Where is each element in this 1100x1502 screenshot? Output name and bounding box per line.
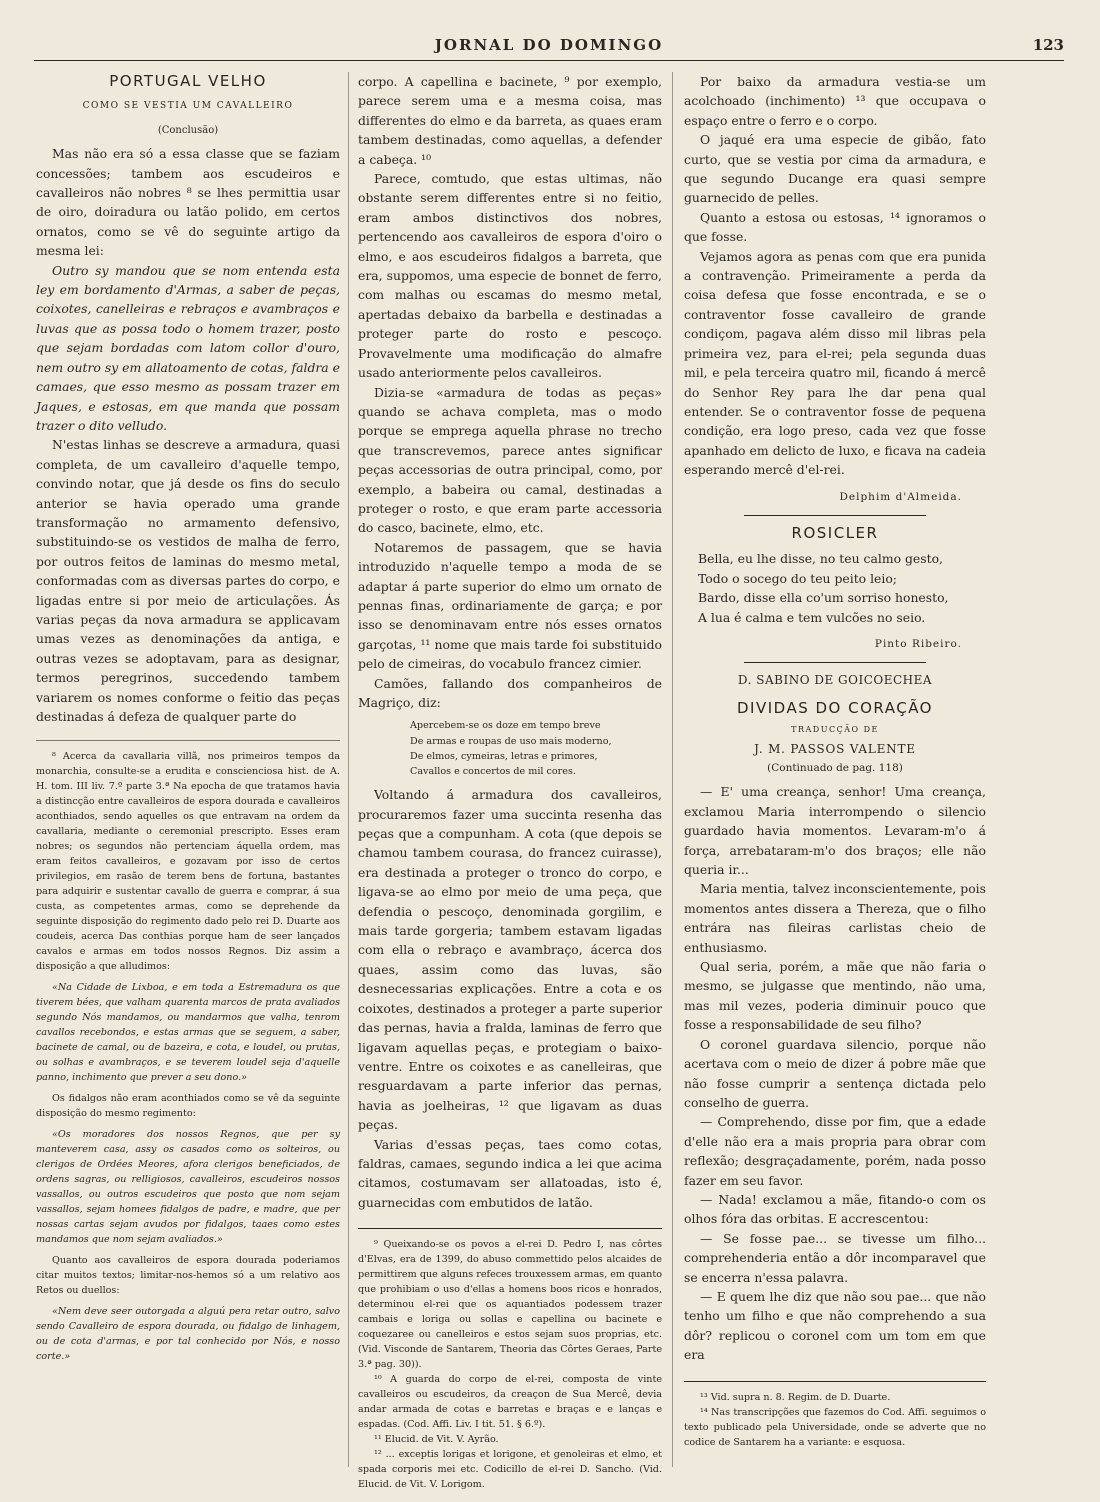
footnote-rule bbox=[36, 740, 340, 741]
footnote-14: ¹⁴ Nas transcripções que fazemos do Cod. Affi. seguimos o texto publicado pela Universidade, onde se adverte que no codice de Santarem ha a variante: e esquosa. bbox=[684, 1406, 986, 1448]
footnote-rule bbox=[358, 1228, 662, 1229]
article-note: (Conclusão) bbox=[157, 124, 219, 136]
footnote-11: ¹¹ Elucid. de Vit. V. Ayrão. bbox=[374, 1434, 499, 1446]
article-subtitle: COMO SE VESTIA UM CAVALLEIRO bbox=[82, 101, 294, 112]
poem-line: Bella, eu lhe disse, no teu calmo gesto, bbox=[698, 551, 943, 567]
story-paragraph: — E' uma creança, senhor! Uma creança, exclamou Maria interrompendo o silencio guardado havia momentos. Levaram-m'o á força, arrebataram-m'o dos braços; elle não queria ir... bbox=[684, 784, 986, 878]
footnote-8: ⁸ Acerca da cavallaria villã, nos primeiros tempos da monarchia, consulte-se a erudita e conscienciosa hist. de A. H. tom. III liv. 7.º parte 3.ª Na epocha de que tratamos havia a distincção entre cavalleiros de espora dourada e cavalleiros aconthiados, sendo aquelles os que entravam na ordem da cavallaria, mediante o ceremonial prescripto. Esses eram nobres; os segundos não pertenciam áquella ordem, mas eram feitos cavalleiros, e gozavam por isso de certos privilegios, em rasão de terem bens de fortuna, bastantes para adquirir e sustentar cavallo de guerra e comprar, á sua custa, as competentes armas, como se deprehende da seguinte disposição do regimento dado pelo rei D. Duarte aos coudeis, acerca Das conthias porque ham de seer lançados cavalos e armas em todos nossos Regnos. Diz assim a disposição a que alludimos: bbox=[36, 751, 340, 973]
story-author: D. SABINO DE GOICOECHEA bbox=[737, 673, 933, 688]
footnote-rule bbox=[684, 1381, 986, 1382]
story-paragraph: O coronel guardava silencio, porque não acertava com o meio de dizer á pobre mãe que não fosse cumprir a sentença dictada pelo conselho de guerra. bbox=[684, 1036, 986, 1110]
paragraph: N'estas linhas se descreve a armadura, quasi completa, de um cavalleiro d'aquelle tempo, convindo notar, que já desde os fins do seculo anterior se havia operado uma grande transformação no armamento defensivo, substituindo-se os vestidos de malha de ferro, por outros feitos de laminas do mesmo metal, conformadas com as diversas partes do corpo, e ligadas entre si por meio de articulações. Ás varias peças da nova armadura se applicavam umas vezes as denominações da antiga, e outras vezes se adoptavam, para as designar, termos peregrinos, succedendo tambem variarem os nomes conforme o feitio das peças destinadas á defeza de qualquer parte do bbox=[36, 437, 340, 724]
article-title: PORTUGAL VELHO bbox=[109, 72, 267, 90]
paragraph: Dizia-se «armadura de todas as peças» quando se achava completa, mas o modo porque se emprega aquella phrase no trecho que transcrevemos, parece antes significar peças accessorias de outra principal, como, por exemplo, a babeira ou camal, destinadas a proteger o rosto, e que eram parte accessoria do casco, bacinete, elmo, etc. bbox=[358, 384, 662, 536]
verse-line: Apercebem-se os doze em tempo breve bbox=[410, 720, 601, 732]
translator-name: J. M. PASSOS VALENTE bbox=[754, 741, 916, 756]
paragraph: Vejamos agora as penas com que era punida a contravenção. Primeiramente a perda da coisa defesa que fosse encontrada, e se o contraventor fosse cavalleiro de grande condiçom, pagava além disso mil libras pela primeira vez, para el-rei; pela segunda duas mil, e pela terceira quatro mil, ficando á mercê do Senhor Rey para lhe dar pena qual entender. Se o contraventor fosse de pequena condição, era logo preso, cada vez que fosse apanhado em delicto de luxo, e ficava na cadeia esperando mercê d'el-rei. bbox=[684, 248, 986, 478]
page-number: 123 bbox=[1032, 36, 1064, 54]
column-1 bbox=[36, 72, 340, 1364]
paragraph: Varias d'essas peças, taes como cotas, faldras, camaes, segundo indica a lei que acima citamos, costumavam ser allatoadas, isto é, guarnecidas com embutidos de latão. bbox=[358, 1136, 662, 1210]
column-3 bbox=[684, 72, 986, 1450]
paragraph: Voltando á armadura dos cavalleiros, procuraremos fazer uma succinta resenha das peças que a compunham. A cota (que depois se chamou tambem courasa, do francez cuirasse), era destinada a proteger o tronco do corpo, e ligava-se ao elmo por meio de uma peça, que defendia o pescoço, denominada gorgilim, e mais tarde gorgeria; tambem estavam ligadas com ella o rebraço e avambraço, ácerca dos quaes, assim como das luvas, são desnecessarias explicações. Entre a cota e os coixotes, destinados a proteger a parte superior das pernas, havia a fralda, laminas de ferro que ligavam aquellas peças, e protegiam o baixo-ventre. Entre os coixotes e as canelleiras, que resguardavam a parte inferior das pernas, havia as joelheiras, ¹² que ligavam as duas peças. bbox=[358, 787, 662, 1133]
story-paragraph: — Comprehendo, disse por fim, que a edade d'elle não era a mais propria para obrar com reflexão; desgraçadamente, porém, nada posso fazer em seu favor. bbox=[684, 1114, 986, 1188]
footnote-12: ¹² ... exceptis lorigas et lorigone, et genoleiras et elmo, et spada corporis mei etc. Codicillo de el-rei D. Sancho. (Vid. Elucid. de Vit. V. Lorigom. bbox=[358, 1449, 662, 1491]
signature-pinto: Pinto Ribeiro. bbox=[874, 637, 962, 650]
verse-line: De elmos, cymeiras, letras e primores, bbox=[410, 750, 598, 762]
story-paragraph: — Nada! exclamou a mãe, fitando-o com os olhos fóra das orbitas. E accrescentou: bbox=[684, 1191, 986, 1227]
column-2 bbox=[358, 72, 662, 1492]
paragraph-quote: Outro sy mandou que se nom entenda esta ley em bordamento d'Armas, a saber de peças, coixotes, canelleiras e rebraços e avambraços e luvas que as possa todo o homem trazer, posto que sejam bordadas com latom collor d'ouro, nem outro sy em allatoamento de cotas, faldra e camaes, que esso mesmo as possam trazer em Jaques, e estosas, em que manda que possam trazer o dito velludo. bbox=[36, 262, 340, 433]
poem-line: Todo o socego do teu peito leio; bbox=[698, 570, 897, 586]
paragraph: Quanto a estosa ou estosas, ¹⁴ ignoramos o que fosse. bbox=[684, 209, 986, 245]
footnote-quote-1: «Na Cidade de Lixboa, e em toda a Estremadura os que tiverem bées, que valham quarenta marcos de prata avaliados segundo Nós mandamos, ou mandarmos que valha, tenrom cavallos recebondos, e estas armas que se seguem, a saber, bacinete de camal, ou de bazeira, e cota, e loudel, ou prutas, ou solhas e avambraços, e se teverem loudel seja d'aquelle panno, inchimento que prever a seu dono.» bbox=[36, 982, 340, 1084]
verse-line: Cavallos e concertos de mil cores. bbox=[410, 766, 576, 778]
paragraph: Notaremos de passagem, que se havia introduzido n'aquelle tempo a moda de se adaptar á parte superior do elmo um ornato de pennas finas, ordinariamente de garça; e por isso se denominavam entre nós esses ornatos garçotas, ¹¹ nome que mais tarde foi substituido pelo de cimeiras, do vocabulo francez cimier. bbox=[358, 539, 662, 672]
story-paragraph: Maria mentia, talvez inconscientemente, pois momentos antes dissera a Thereza, que o filho entrára nas fileiras carlistas cheio de enthusiasmo. bbox=[684, 881, 986, 955]
header-rule bbox=[34, 60, 1064, 61]
page-header bbox=[34, 36, 1064, 64]
poem-title: ROSICLER bbox=[791, 523, 879, 542]
camoes-verse bbox=[410, 718, 662, 779]
story-paragraph: Qual seria, porém, a mãe que não faria o mesmo, se julgasse que mentindo, não uma, mas mil vezes, poderia diminuir pouco que fosse a responsabilidade de seu filho? bbox=[684, 959, 986, 1033]
journal-title: JORNAL DO DOMINGO bbox=[434, 36, 664, 54]
paragraph: Parece, comtudo, que estas ultimas, não obstante serem differentes entre si no feitio, eram ambos distinctivos dos nobres, pertencendo aos cavalleiros de espora d'oiro o elmo, e aos escudeiros fidalgos a barreta, que era, suppomos, uma especie de bonnet de ferro, com malhas ou escamas do mesmo metal, apertadas debaixo da barbella e destinadas a proteger parte do rosto e pescoço. Provavelmente uma modificação do almafre usado anteriormente pelos cavalleiros. bbox=[358, 171, 662, 381]
paragraph: Camões, fallando dos companheiros de Magriço, diz: bbox=[358, 675, 662, 710]
paragraph: Mas não era só a essa classe que se faziam concessões; tambem aos escudeiros e cavalleiros não nobres ⁸ se lhes permittia usar de oiro, doiradura ou latão polido, em certos ornatos, como se vê do seguinte artigo da mesma lei: bbox=[36, 146, 340, 259]
footnote-10: ¹⁰ A guarda do corpo de el-rei, composta de vinte cavalleiros ou escudeiros, da creaçon de Sua Mercê, devia andar armada de cotas e barretas e braças e e lanças e espadas. (Cod. Affi. Liv. I tit. 51. § 6.º). bbox=[358, 1374, 662, 1431]
footnote-quote-3: «Nem deve seer outorgada a alguú pera retar outro, salvo sendo Cavalleiro de espora dourada, ou fidalgo de linhagem, ou de cota d'armas, e por tal conhecido por Nós, e nosso corte.» bbox=[36, 1306, 340, 1363]
story-paragraph: — E quem lhe diz que não sou pae... que não tenho um filho e que não comprehendo a sua dôr? replicou o coronel com um tom em que era bbox=[684, 1288, 986, 1363]
poem-line: Bardo, disse ella co'um sorriso honesto, bbox=[698, 590, 949, 606]
verse-line: De armas e roupas de uso mais moderno, bbox=[410, 735, 612, 747]
column-divider-2 bbox=[672, 72, 673, 1467]
footnote-13: ¹³ Vid. supra n. 8. Regim. de D. Duarte. bbox=[700, 1391, 891, 1403]
footnote-text-2: Os fidalgos não eram aconthiados como se vê da seguinte disposição do mesmo regimento: bbox=[36, 1093, 340, 1120]
translation-label: TRADUCÇÃO DE bbox=[791, 725, 879, 735]
footnote-quote-2: «Os moradores dos nossos Regnos, que per sy manteverem casa, assy os casados como os solteiros, ou clerigos de Ordées Meores, afora clerigos beneficiados, de ordens sagras, ou relligiosos, cavalleiros, escudeiros nossos vassallos, ou outros escudeiros que posto que nom sejam vassallos, sejam homees fidalgos de padre, e madre, que per nossas cartas sejam avudos por fidalgos, taaes como estes mandamos que nom sejam avaliados.» bbox=[36, 1129, 340, 1246]
poem-line: A lua é calma e tem vulcões no seio. bbox=[698, 609, 926, 625]
footnote-text-3: Quanto aos cavalleiros de espora dourada poderiamos citar muitos textos; limitar-nos-hemos só a um relativo aos Retos ou duellos: bbox=[36, 1255, 340, 1297]
poem-rosicler bbox=[698, 549, 986, 627]
story-title: DIVIDAS DO CORAÇÃO bbox=[737, 698, 933, 717]
story-paragraph: — Se fosse pae... se tivesse um filho... comprehenderia então a dôr incomparavel que se encerra n'essa palavra. bbox=[684, 1230, 986, 1285]
paragraph: Por baixo da armadura vestia-se um acolchoado (inchimento) ¹³ que occupava o espaço entre o ferro e o corpo. bbox=[684, 74, 986, 128]
signature-delphim: Delphim d'Almeida. bbox=[839, 490, 962, 503]
section-rule bbox=[744, 515, 925, 516]
footnote-9: ⁹ Queixando-se os povos a el-rei D. Pedro I, nas côrtes d'Elvas, era de 1399, do abuso commettido pelos alcaides de permittirem que alguns refeces trouxessem armas, em quanto que prohibiam o uso d'ellas a homens boos ricos e honrados, determinou el-rei que os aquantiados podessem trazer cambais e loriga ou sollas e capellina ou bacinete e coquezaree ou canelleiros e estos sejam suos proprias, etc. (Vid. Visconde de Santarem, Theoria das Côrtes Geraes, Parte 3.ª pag. 30)). bbox=[358, 1239, 662, 1371]
paragraph: corpo. A capellina e bacinete, ⁹ por exemplo, parece serem uma e a mesma coisa, mas differentes do elmo e da barreta, as quaes eram tambem destinadas, como aquellas, a defender a cabeça. ¹⁰ bbox=[358, 74, 662, 167]
paragraph: O jaqué era uma especie de gibão, fato curto, que se vestia por cima da armadura, e que segundo Ducange era quasi sempre guarnecido de pelles. bbox=[684, 132, 986, 206]
continued-note: (Continuado de pag. 118) bbox=[767, 762, 903, 774]
section-rule bbox=[744, 662, 925, 663]
column-divider-1 bbox=[348, 72, 349, 1467]
